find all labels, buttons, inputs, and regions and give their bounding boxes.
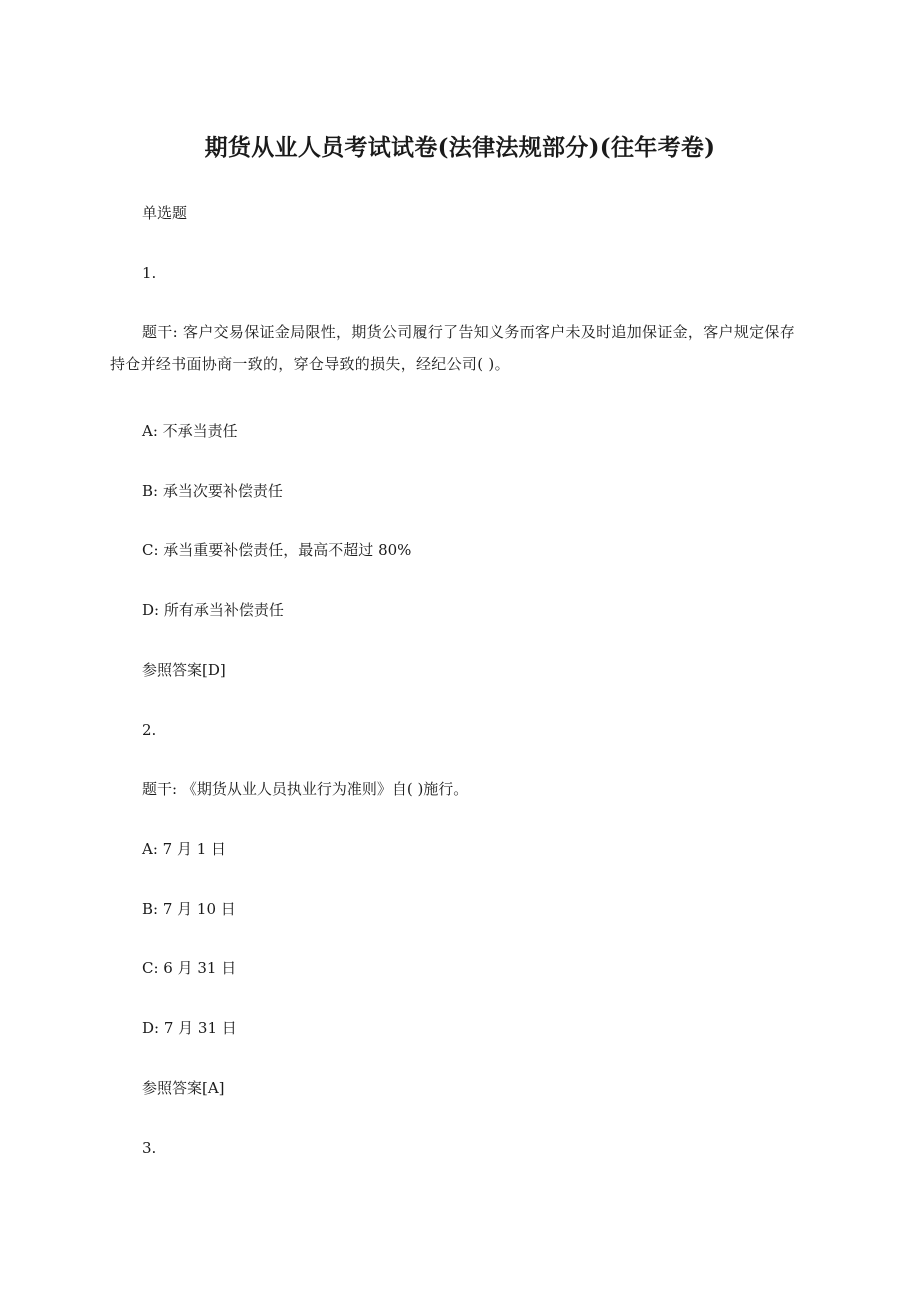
document-title: 期货从业人员考试试卷(法律法规部分)(往年考卷) bbox=[204, 134, 716, 161]
question-3-number: 3. bbox=[142, 1139, 157, 1157]
question-1-option-a: A: 不承当责任 bbox=[142, 422, 238, 440]
question-2-answer: 参照答案[A] bbox=[142, 1079, 225, 1097]
question-1-option-b: B: 承当次要补偿责任 bbox=[142, 482, 283, 500]
question-2-option-c: C: 6 月 31 日 bbox=[142, 959, 237, 977]
question-1-number: 1. bbox=[142, 264, 157, 282]
question-2-option-d: D: 7 月 31 日 bbox=[142, 1019, 237, 1037]
question-2-number: 2. bbox=[142, 721, 157, 739]
question-2-option-a: A: 7 月 1 日 bbox=[142, 840, 227, 858]
question-1-option-d: D: 所有承当补偿责任 bbox=[142, 601, 284, 619]
question-2-stem: 题干: 《期货从业人员执业行为准则》自( )施行。 bbox=[142, 780, 469, 798]
question-2-option-b: B: 7 月 10 日 bbox=[142, 900, 236, 918]
question-1-answer: 参照答案[D] bbox=[142, 661, 226, 679]
question-1-option-c: C: 承当重要补偿责任，最高不超过 80% bbox=[142, 541, 412, 559]
section-label: 单选题 bbox=[142, 204, 188, 222]
question-1-stem: 题干: 客户交易保证金局限性，期货公司履行了告知义务而客户未及时追加保证金，客户规定保存持仓并经书面协商一致的，穿仓导致的损失，经纪公司( )。 bbox=[110, 323, 796, 373]
